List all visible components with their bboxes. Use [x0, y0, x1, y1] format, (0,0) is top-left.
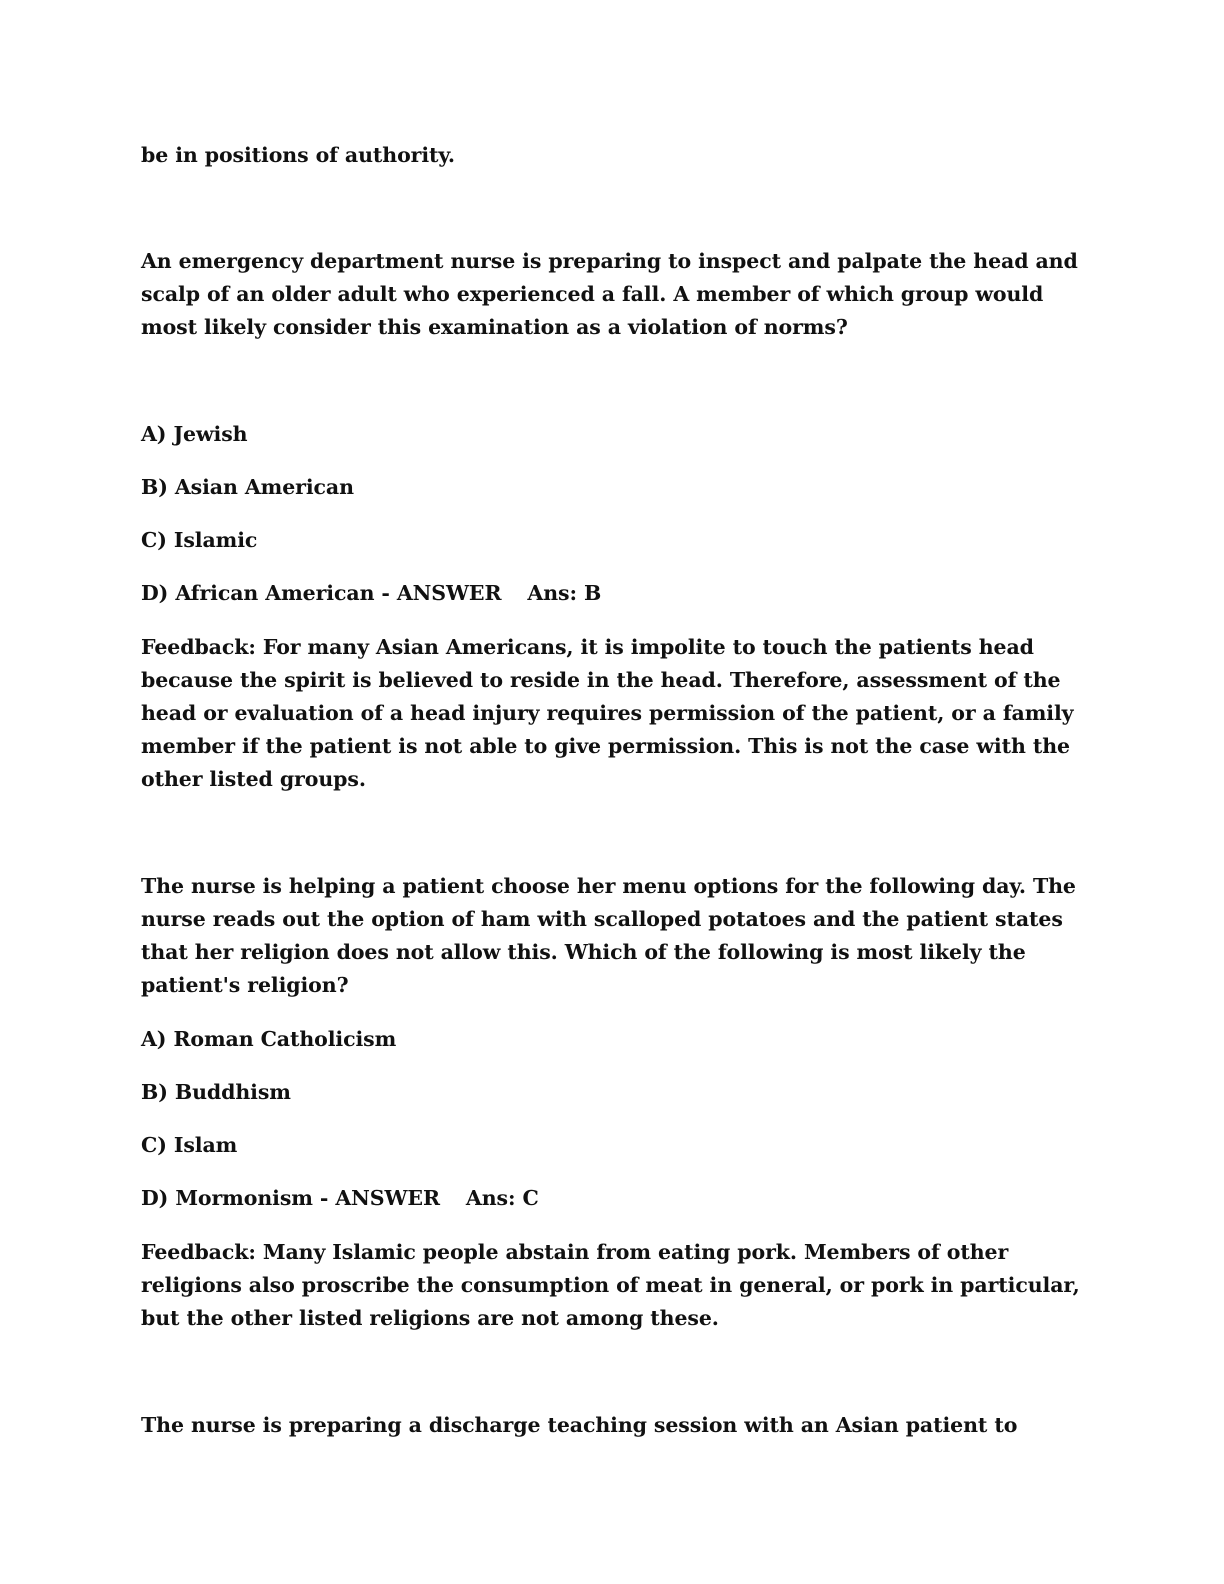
question-1-option-d-text: D) African American - ANSWER	[141, 581, 502, 605]
question-2-feedback-line-3: but the other listed religions are not among these.	[141, 1306, 719, 1330]
question-2-stem-line-4: patient's religion?	[141, 973, 349, 997]
question-1-feedback-line-5: other listed groups.	[141, 767, 366, 791]
question-2-stem-line-1: The nurse is helping a patient choose her menu options for the following day. The	[141, 874, 1076, 898]
question-2-option-c: C) Islam	[141, 1133, 238, 1157]
question-2-option-d-text: D) Mormonism - ANSWER	[141, 1186, 440, 1210]
question-2-option-d	[141, 1182, 1081, 1215]
continued-text: be in positions of authority.	[141, 143, 455, 167]
question-1-stem-line-3: most likely consider this examination as a violation of norms?	[141, 315, 848, 339]
question-1-answer: Ans: B	[527, 581, 602, 605]
question-1-option-d	[141, 577, 1081, 610]
question-2-option-b: B) Buddhism	[141, 1080, 291, 1104]
question-1-option-c: C) Islamic	[141, 528, 258, 552]
question-2-feedback-line-2: religions also proscribe the consumption of meat in general, or pork in particular,	[141, 1273, 1080, 1297]
question-1-option-a: A) Jewish	[141, 422, 248, 446]
question-1-stem-line-1: An emergency department nurse is preparing to inspect and palpate the head and	[141, 249, 1078, 273]
question-2-answer: Ans: C	[465, 1186, 539, 1210]
question-1-feedback-line-1: Feedback: For many Asian Americans, it is impolite to touch the patients head	[141, 635, 1034, 659]
question-3-stem-line-1: The nurse is preparing a discharge teaching session with an Asian patient to	[141, 1413, 1018, 1437]
question-1-feedback-line-4: member if the patient is not able to give permission. This is not the case with the	[141, 734, 1070, 758]
question-2-stem-line-3: that her religion does not allow this. Which of the following is most likely the	[141, 940, 1026, 964]
question-1-feedback-line-3: head or evaluation of a head injury requires permission of the patient, or a family	[141, 701, 1074, 725]
question-2-feedback-line-1: Feedback: Many Islamic people abstain from eating pork. Members of other	[141, 1240, 1009, 1264]
question-2-stem-line-2: nurse reads out the option of ham with scalloped potatoes and the patient states	[141, 907, 1063, 931]
question-1-option-b: B) Asian American	[141, 475, 354, 499]
question-2-option-a: A) Roman Catholicism	[141, 1027, 397, 1051]
question-1-feedback-line-2: because the spirit is believed to reside in the head. Therefore, assessment of the	[141, 668, 1061, 692]
question-1-stem-line-2: scalp of an older adult who experienced a fall. A member of which group would	[141, 282, 1044, 306]
